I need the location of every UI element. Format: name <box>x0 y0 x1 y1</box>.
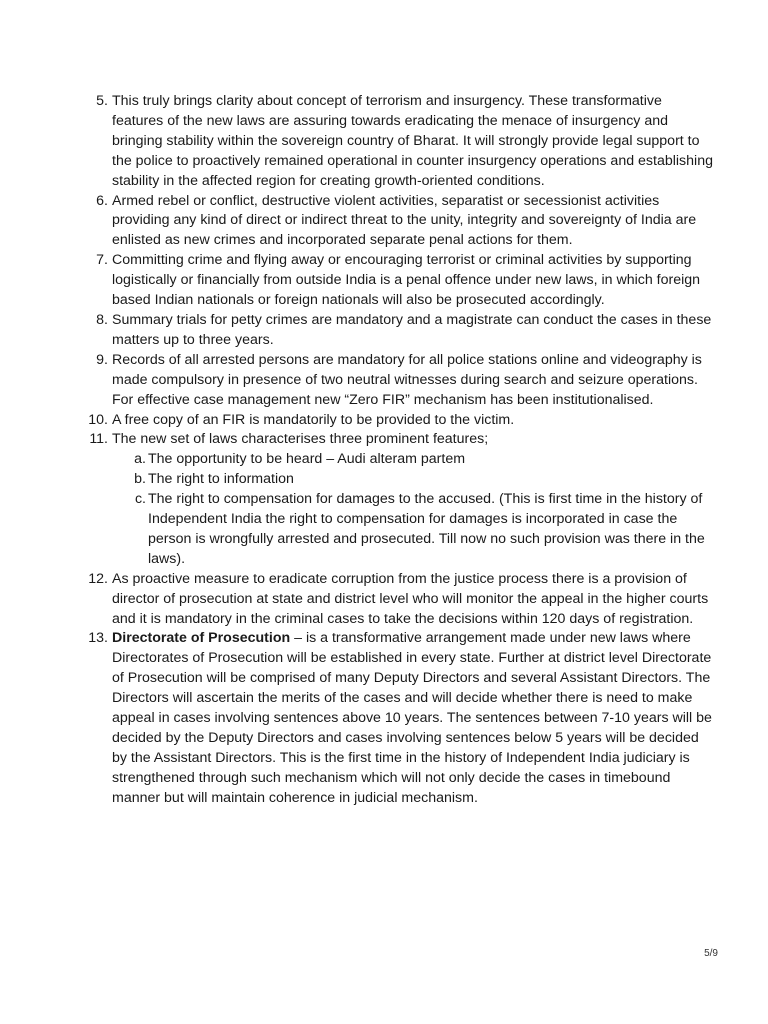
list-number: 8. <box>96 311 108 328</box>
list-number: 11. <box>89 431 108 448</box>
list-text: Summary trials for petty crimes are mandatory and a magistrate can conduct the cases in these matters up to three years. <box>112 311 712 348</box>
list-text: Records of all arrested persons are mandatory for all police stations online and videography is made compulsory in presence of two neutral witnesses during search and seizure operations. For effective case management new “Zero FIR” mechanism has been institutionalised. <box>112 351 702 408</box>
list-number: 12. <box>88 570 108 587</box>
list-number: 6. <box>96 192 108 209</box>
list-item-11 <box>74 430 714 569</box>
list-item-10 <box>74 411 714 431</box>
list-number: 5. <box>96 93 108 109</box>
list-number: 9. <box>96 351 108 368</box>
sub-letter: c. <box>134 491 146 508</box>
list-number: 10. <box>88 411 108 428</box>
page-number: 5/9 <box>704 948 718 959</box>
list-number: 7. <box>96 252 108 269</box>
list-item-12 <box>74 570 714 630</box>
sub-text: The right to compensation for damages to the accused. (This is first time in the history of Independent India the right to compensation for damages is incorporated in case the person is wrongfully arrested and prosecuted. Till now no such provision was there in the laws). <box>148 491 705 567</box>
list-item-7 <box>74 251 714 311</box>
list-item-5 <box>74 92 714 192</box>
sub-text: The right to information <box>148 471 294 488</box>
numbered-list <box>74 92 714 809</box>
list-text: Committing crime and flying away or encouraging terrorist or criminal activities by supporting logistically or financially from outside India is a penal offence under new laws, in which foreign based Indian nationals or foreign nationals will also be prosecuted accordingly. <box>112 252 701 309</box>
list-number: 13. <box>88 630 108 647</box>
list-text: Armed rebel or conflict, destructive violent activities, separatist or secessionist activities providing any kind of direct or indirect threat to the unity, integrity and sovereignty of India are enlisted as new crimes and incorporated separate penal actions for them. <box>112 192 697 249</box>
sub-item-c <box>112 490 714 570</box>
list-text: – is a transformative arrangement made under new laws where Directorates of Prosecution will be established in every state. Further at district level Directorate of Prosecution will be comprised of many Deputy Directors and several Assistant Directors. The Directors will ascertain the merits of the cases and will decide whether there is need to make appeal in cases involving sentences above 10 years. The sentences between 7-10 years will be decided by the Deputy Directors and cases involving sentences below 5 years will be decided by the Assistant Directors. This is the first time in the history of Independent India judiciary is strengthened through such mechanism which will not only decide the cases in timebound manner but will maintain coherence in judicial mechanism. <box>112 630 712 806</box>
sub-item-a <box>112 450 714 470</box>
list-text: A free copy of an FIR is mandatorily to be provided to the victim. <box>112 411 515 428</box>
list-text: As proactive measure to eradicate corruption from the justice process there is a provision of director of prosecution at state and district level who will monitor the appeal in the higher courts and it is mandatory in the criminal cases to take the decisions within 120 days of registration. <box>112 570 709 627</box>
sub-letter: b. <box>134 471 146 488</box>
sub-text: The opportunity to be heard – Audi alteram partem <box>148 451 466 468</box>
sub-item-b <box>112 470 714 490</box>
list-item-9 <box>74 351 714 411</box>
list-item-6 <box>74 192 714 252</box>
list-item-13 <box>74 629 714 808</box>
list-item-8 <box>74 311 714 351</box>
sub-letter: a. <box>134 451 146 468</box>
bold-term: Directorate of Prosecution <box>112 630 291 647</box>
list-text: This truly brings clarity about concept of terrorism and insurgency. These transformative features of the new laws are assuring towards eradicating the menace of insurgency and bringing stability within the sovereign country of Bharat. It will strongly provide legal support to the police to proactively remained operational in counter insurgency operations and establishing stability in the affected region for creating growth-oriented conditions. <box>112 93 713 189</box>
list-text: The new set of laws characterises three prominent features; <box>112 431 489 448</box>
